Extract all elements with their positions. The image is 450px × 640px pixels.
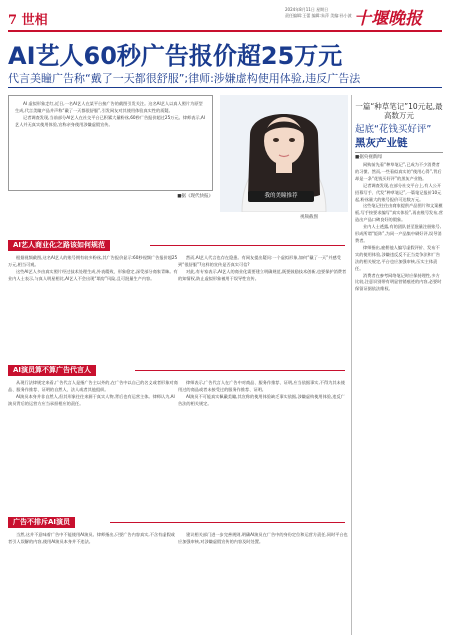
sidebar-paragraph: 记者调查发现,在部分社交平台上,有人公开招募写手、代发“种草笔记”,一篇笔记报价10元起,粉丝量大的账号报价可达数万元。 (355, 182, 442, 202)
lead-paragraph: AI 虚拟形象走红,近日,一名AI艺人在某平台接广告的截图引发关注。这名AI艺人以真人照片为原型生成,代言美瞳产品并声称“戴了一天都很舒服”,引发网友对其使用体验真实性的质疑。 (15, 101, 203, 113)
headline-rule (8, 87, 442, 88)
sidebar-title-2: 黑灰产业链 (355, 137, 408, 149)
sidebar-paragraph: 消费者在参考网络笔记时应保持理性,多方比较,注意识别带有明显营销痕迹的内容,必要时保留证据依法维权。 (355, 272, 442, 292)
section-rule (150, 245, 345, 246)
sub-headline: 代言美瞳广告称“戴了一天都很舒服”;律师:涉嫌虚构使用体验,违反广告法 (8, 72, 361, 85)
sidebar-paragraph: 这些笔记往往由商家提供产品图片和文案模板,写手按要求编写“真实体验”,再由账号发布,营造出产品口碑良好的假象。 (355, 203, 443, 223)
article-paragraph: 这些AI艺人多由真实照片经过技术处理生成,外表精致、形象稳定,深受部分商家青睐。有业内人士表示,与真人明星相比,AI艺人不会出现“塌房”风险,且可批量生产内容。 (8, 268, 178, 281)
article-paragraph: AI演员不可能真实佩戴美瞳,其宣称的使用体验缺乏事实依据,涉嫌虚构使用体验,违反广告法的相关规定。 (178, 393, 345, 406)
news-photo (220, 95, 348, 212)
article-column (178, 380, 348, 500)
sidebar-body (355, 162, 443, 638)
photo-caption: 视频截图 (300, 215, 318, 220)
section-rule (110, 522, 345, 523)
issue-meta (285, 7, 352, 19)
sidebar-rule (355, 152, 443, 153)
article-paragraph: 建议相关部门进一步完善规则,明确AI演员在广告中的身份定位和运营方责任,同时平台也应加强审核,对涉嫌虚假宣传的内容及时处置。 (178, 532, 348, 544)
article-column (178, 255, 348, 355)
section-label: 7 世相 (8, 13, 48, 28)
article-paragraph: 从现行法律规定来看,广告代言人是指广告主以外的,在广告中以自己的名义或者形象对商品、服务作推荐、证明的自然人、法人或者其他组织。 (8, 380, 178, 392)
page-header (0, 0, 450, 30)
lead-credit: ■据《现代快报》 (177, 194, 213, 199)
newspaper-logo: 十堰晚报 (354, 9, 422, 29)
article-column (8, 532, 178, 632)
article-column (178, 532, 348, 632)
article-paragraph: 根据视频截图,这名AI艺人的账号拥有较多粉丝,其广告报价显示:60秒视频广告报价超25万元,相当可观。 (8, 255, 178, 267)
header-rule (8, 30, 442, 32)
sidebar-kicker: 一篇“种草笔记”10元起,最高数万元 (355, 102, 443, 120)
section-heading: AI演员算不算广告代言人 (8, 365, 96, 376)
section-heading: 广告不排斥AI演员 (8, 517, 75, 528)
section-heading: AI艺人商业化之路该如何规范 (8, 240, 110, 251)
article-column (8, 380, 178, 500)
editor-credits: 责任编辑:王蕾 编辑:朱萍 美编:孙小波 (285, 13, 352, 18)
lead-box (8, 95, 213, 191)
sidebar-title: 起底“花钱买好评” (355, 124, 432, 135)
sidebar-source: ■据央视新闻 (355, 155, 382, 160)
sidebar-paragraph: 律师指出,雇佣他人编写虚假评价、发布不实的使用体验,涉嫌违反反不正当竞争法和广告法的相关规定,平台也应加强审核,压实主体责任。 (355, 244, 441, 271)
main-headline: AI艺人60秒广告报价超25万元 (8, 42, 343, 70)
section-rule (135, 370, 345, 371)
article-paragraph: AI演员本身并非自然人,但其形象往往来源于真实人物,背后也有运营主体。律师认为,AI演员背后的运营方应当承担相应的责任。 (8, 393, 175, 406)
article-paragraph: 律师表示,广告代言人在广告中对商品、服务作推荐、证明,应当依据事实,不得为其未使用过的商品或者未接受过的服务作推荐、证明。 (178, 380, 345, 392)
sidebar-paragraph: 网购前先看“种草笔记”,已成为不少消费者的习惯。然而,一些看似真实的“使用心得”,背后却是一条“花钱买好评”的黑灰产业链。 (355, 162, 442, 181)
article-paragraph: 对此,有专家表示,AI艺人的商业化需要建立明确规范,既要鼓励技术创新,也要保护消费者的知情权,防止虚拟形象被用于误导性宣传。 (178, 268, 347, 281)
lead-paragraph: 记者调查发现,当前部分AI艺人在社交平台已积累大量粉丝,60秒广告报价超过25万元。律师表示,AI艺人并无真实使用体验,宣称亲身使用涉嫌虚假宣传。 (15, 115, 205, 127)
sidebar-paragraph: 业内人士透露,有的团队甚至批量注册账号,形成所谓“矩阵”,为同一产品集中刷好评,误导消费者。 (355, 224, 442, 243)
article-paragraph: 然而,AI艺人代言也存在隐患。有网友提出疑问:一个虚拟形象,如何“戴了一天”并感受到“很舒服”?这样的宣传是否真实可信? (178, 255, 341, 267)
photo-banner: 我的美瞳推荐 (248, 191, 314, 202)
issue-date: 2024年8月11日 星期日 (285, 7, 329, 12)
column-divider (351, 95, 352, 635)
article-column (8, 255, 178, 355)
article-paragraph: 当然,这并不意味着广告中不能使用AI演员。律师指出,只要广告内容真实,不含有虚假或者引人误解的内容,使用AI演员本身并不违法。 (8, 532, 175, 544)
